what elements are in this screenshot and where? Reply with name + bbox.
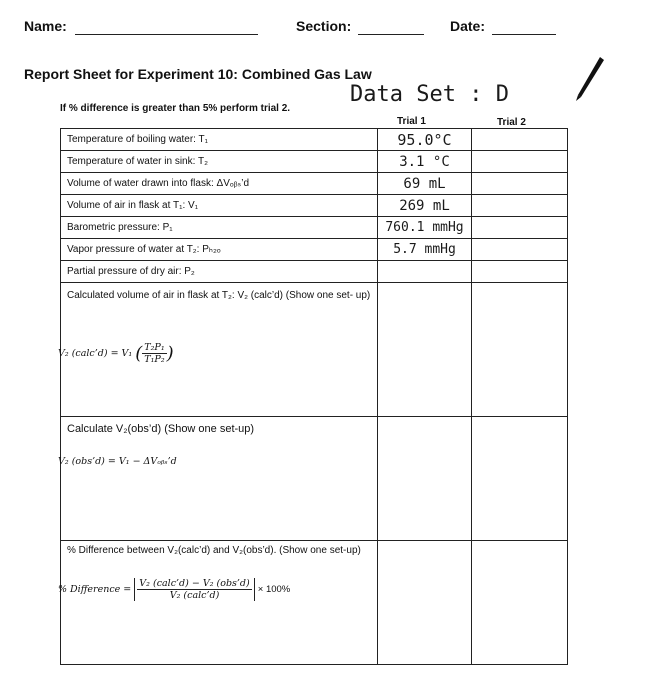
table-row <box>61 217 568 239</box>
trial1-work-area[interactable] <box>378 283 472 417</box>
name-label: Name: <box>24 18 67 34</box>
trial2-value[interactable] <box>472 239 568 261</box>
table-row <box>61 239 568 261</box>
pct-diff-label: % Difference between V₂(calc’d) and V₂(obs’d). (Show one set-up) <box>67 545 361 556</box>
pct-diff-cell <box>61 541 378 665</box>
table-row <box>61 129 568 151</box>
trial1-work-area[interactable] <box>378 417 472 541</box>
calc-v2-formula-num: T₂P₁ <box>144 342 165 353</box>
pct-diff-lhs: % Difference = <box>58 584 132 595</box>
table-row <box>61 151 568 173</box>
obs-v2-cell <box>61 417 378 541</box>
row-label: Volume of water drawn into flask: ΔVₒᵦₛ’d <box>61 173 378 195</box>
trial2-work-area[interactable] <box>472 283 568 417</box>
row-label: Temperature of boiling water: T₁ <box>61 129 378 151</box>
data-set-note: Data Set : D <box>350 82 509 107</box>
name-field[interactable] <box>75 34 258 35</box>
trial2-value[interactable] <box>472 195 568 217</box>
page-title: Report Sheet for Experiment 10: Combined Gas Law <box>24 66 372 82</box>
calc-v2-formula: V₂ (calc’d) = V₁ ( $\frac{\text{T₂P₁}}{\text{T₁P₂}}$ ) <box>58 342 174 365</box>
trial2-value[interactable] <box>472 151 568 173</box>
table-row <box>61 173 568 195</box>
trial1-value[interactable]: 95.0°C <box>378 129 472 151</box>
column-header-trial2: Trial 2 <box>497 117 526 128</box>
trial2-value[interactable] <box>472 217 568 239</box>
calc-v2-formula-den: T₁P₂ <box>144 354 165 365</box>
trial1-value[interactable]: 3.1 °C <box>378 151 472 173</box>
column-header-trial1: Trial 1 <box>397 116 426 127</box>
trial1-value[interactable]: 69 mL <box>378 173 472 195</box>
date-label: Date: <box>450 18 486 34</box>
calc-v2-formula-lhs: V₂ (calc’d) = V₁ <box>58 348 133 359</box>
trial2-work-area[interactable] <box>472 541 568 665</box>
row-label: Barometric pressure: P₁ <box>61 217 378 239</box>
row-label: Temperature of water in sink: T₂ <box>61 151 378 173</box>
trial1-work-area[interactable] <box>378 541 472 665</box>
pct-diff-num: V₂ (calc’d) − V₂ (obs’d) <box>139 578 250 589</box>
section-label: Section: <box>296 18 352 34</box>
trial2-value[interactable] <box>472 173 568 195</box>
row-label: Volume of air in flask at T₁: V₁ <box>61 195 378 217</box>
trial2-value[interactable] <box>472 129 568 151</box>
pct-diff-formula <box>58 578 290 601</box>
instruction-text: If % difference is greater than 5% perform trial 2. <box>60 103 291 114</box>
pct-diff-rhs: × 100% <box>257 584 291 595</box>
section-field[interactable] <box>358 34 424 35</box>
table-row <box>61 195 568 217</box>
trial1-value[interactable]: 5.7 mmHg <box>378 239 472 261</box>
trial1-value[interactable]: 760.1 mmHg <box>378 217 472 239</box>
table-row <box>61 261 568 283</box>
trial1-value[interactable] <box>378 261 472 283</box>
date-field[interactable] <box>492 34 556 35</box>
row-label: Vapor pressure of water at T₂: Pₕ₂ₒ <box>61 239 378 261</box>
table-row <box>61 417 568 541</box>
obs-v2-formula: V₂ (obs’d) = V₁ − ΔVₒᵦₛ’d <box>58 456 177 467</box>
table-row <box>61 541 568 665</box>
calc-v2-label: Calculated volume of air in flask at T₂: V₂ (calc’d) (Show one set- up) <box>67 290 371 301</box>
pen-icon <box>575 55 605 103</box>
trial1-value[interactable]: 269 mL <box>378 195 472 217</box>
pct-diff-den: V₂ (calc’d) <box>169 590 220 601</box>
trial2-value[interactable] <box>472 261 568 283</box>
obs-v2-label: Calculate V₂(obs’d) (Show one set-up) <box>67 423 255 435</box>
row-label: Partial pressure of dry air: P₂ <box>61 261 378 283</box>
trial2-work-area[interactable] <box>472 417 568 541</box>
